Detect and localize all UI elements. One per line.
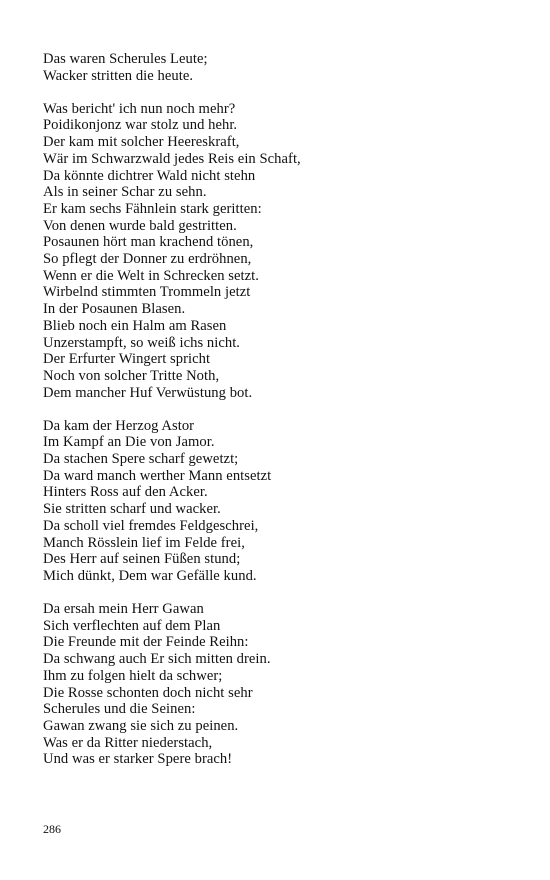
verse-line: Was er da Ritter niederstach, <box>43 734 213 751</box>
verse-line: Wacker stritten die heute. <box>43 67 194 84</box>
verse-line: Da stachen Spere scharf gewetzt; <box>43 451 239 468</box>
verse-line: Unzerstampft, so weiß ichs nicht. <box>43 334 240 351</box>
verse-line: Im Kampf an Die von Jamor. <box>43 434 215 451</box>
verse-line: Da schwang auch Er sich mitten drein. <box>43 651 271 668</box>
stanza-1 <box>43 51 523 84</box>
stanza-3 <box>43 418 523 585</box>
verse-line: Noch von solcher Tritte Noth, <box>43 367 220 384</box>
verse-line: Er kam sechs Fähnlein stark geritten: <box>43 200 262 217</box>
verse-line: Was bericht' ich nun noch mehr? <box>43 100 236 117</box>
verse-line: Die Freunde mit der Feinde Reihn: <box>43 634 249 651</box>
verse-line: So pflegt der Donner zu erdröhnen, <box>43 251 252 268</box>
verse-line: Sie stritten scharf und wacker. <box>43 501 221 518</box>
verse-line: Dem mancher Huf Verwüstung bot. <box>43 384 253 401</box>
verse-line: Poidikonjonz war stolz und hehr. <box>43 117 238 134</box>
verse-line: Wär im Schwarzwald jedes Reis ein Schaft, <box>43 150 301 167</box>
verse-line: Gawan zwang sie sich zu peinen. <box>43 717 239 734</box>
verse-line: Sich verflechten auf dem Plan <box>43 617 221 634</box>
verse-line: Da ward manch werther Mann entsetzt <box>43 467 272 484</box>
verse-line: Da ersah mein Herr Gawan <box>43 600 204 617</box>
verse-line: Wenn er die Welt in Schrecken setzt. <box>43 267 259 284</box>
verse-line: Das waren Scherules Leute; <box>43 51 208 67</box>
verse-line: Mich dünkt, Dem war Gefälle kund. <box>43 567 257 584</box>
verse-line: Da scholl viel fremdes Feldgeschrei, <box>43 517 259 534</box>
verse-line: Von denen wurde bald gestritten. <box>43 217 237 234</box>
verse-line: Da könnte dichtrer Wald nicht stehn <box>43 167 256 184</box>
verse-line: Blieb noch ein Halm am Rasen <box>43 317 227 334</box>
verse-line: Scherules und die Seinen: <box>43 701 196 718</box>
verse-line: Und was er starker Spere brach! <box>43 751 233 768</box>
verse-line: Wirbelnd stimmten Trommeln jetzt <box>43 284 251 301</box>
verse-line: Posaunen hört man krachend tönen, <box>43 234 254 251</box>
stanza-2 <box>43 101 523 402</box>
stanza-4 <box>43 601 523 768</box>
verse-line: Als in seiner Schar zu sehn. <box>43 184 207 201</box>
page-number: 286 <box>43 822 61 836</box>
verse-line: Des Herr auf seinen Füßen stund; <box>43 551 241 568</box>
verse-line: Hinters Ross auf den Acker. <box>43 484 208 501</box>
verse-line: Ihm zu folgen hielt da schwer; <box>43 667 223 684</box>
verse-line: Da kam der Herzog Astor <box>43 417 195 434</box>
verse-line: Manch Rösslein lief im Felde frei, <box>43 534 245 551</box>
verse-line: Der Erfurter Wingert spricht <box>43 351 211 368</box>
verse-line: In der Posaunen Blasen. <box>43 301 186 318</box>
verse-line: Die Rosse schonten doch nicht sehr <box>43 684 253 701</box>
poem-text <box>43 51 523 784</box>
verse-line: Der kam mit solcher Heereskraft, <box>43 134 240 151</box>
